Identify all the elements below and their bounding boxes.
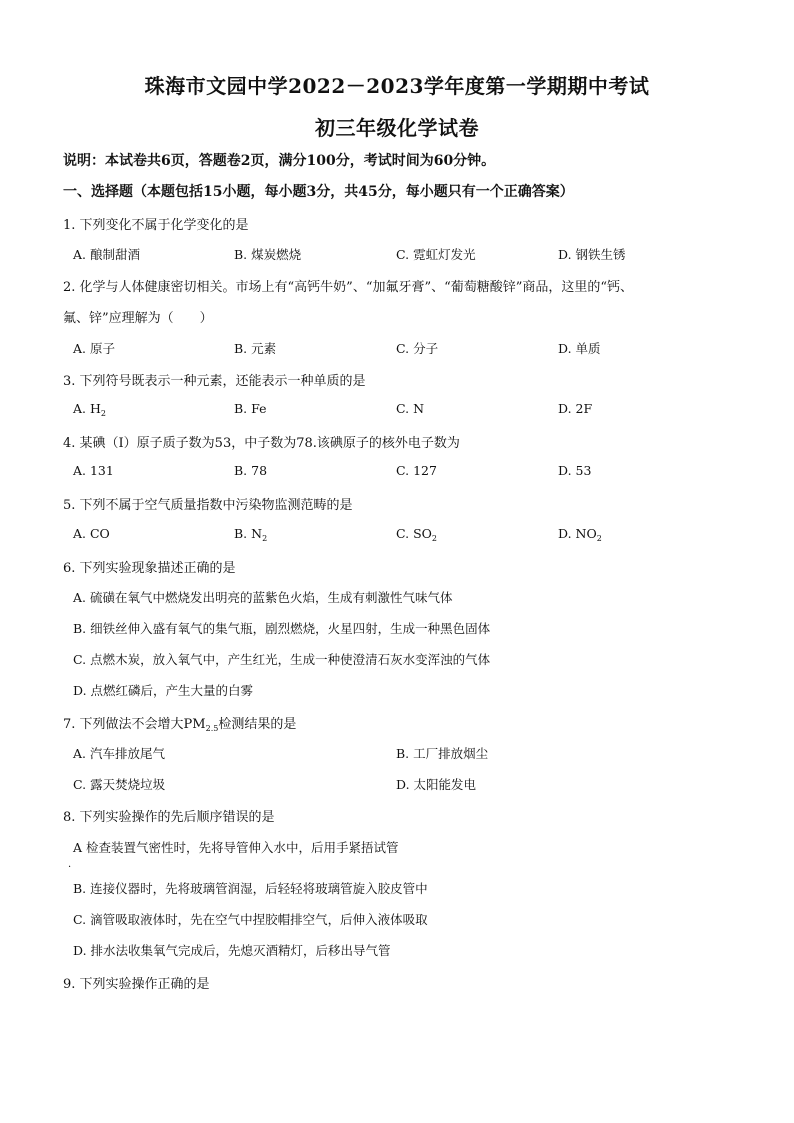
q7-option-b: B. 工厂排放烟尘 [396,746,489,761]
question-5-stem: 5. 下列不属于空气质量指数中污染物监测范畴的是 [63,498,353,513]
section-heading: 一、选择题（本题包括15小题，每小题3分，共45分，每小题只有一个正确答案） [63,184,574,200]
question-3-stem: 3. 下列符号既表示一种元素，还能表示一种单质的是 [63,374,366,389]
q5-option-a: A. CO [73,526,110,541]
instructions: 说明：本试卷共6页，答题卷2页，满分100分，考试时间为60分钟。 [63,153,496,169]
question-6-stem: 6. 下列实验现象描述正确的是 [63,561,236,576]
q3-option-a [73,401,106,418]
q5-option-b [234,526,267,543]
q2-option-d: D. 单质 [558,341,601,356]
stray-dot-mark: · [68,862,72,873]
question-9-stem: 9. 下列实验操作正确的是 [63,977,210,992]
question-7-stem [63,713,296,733]
q2-option-c: C. 分子 [396,341,439,356]
question-2-stem: 2. 化学与人体健康密切相关。市场上有“高钙牛奶”、“加氟牙膏”、“葡萄糖酸锌”商品，这里的“钙、 [63,280,634,295]
q3-option-a-subscript: 2 [100,409,106,418]
question-1-stem: 1. 下列变化不属于化学变化的是 [63,218,249,233]
q1-option-b: B. 煤炭燃烧 [234,247,302,262]
q3-option-d: D. 2F [558,401,593,416]
q8-option-d: D. 排水法收集氧气完成后，先熄灭酒精灯，后移出导气管 [73,943,391,958]
q5-option-b-subscript: 2 [262,534,268,543]
q4-option-a: A. 131 [73,463,114,478]
q7-option-c: C. 露天焚烧垃圾 [73,777,166,792]
q6-option-d: D. 点燃红磷后，产生大量的白雾 [73,683,254,698]
q6-option-c: C. 点燃木炭，放入氧气中，产生红光，生成一种使澄清石灰水变浑浊的气体 [73,652,491,667]
q8-option-a: A 检查装置气密性时，先将导管伸入水中，后用手紧捂试管 [73,840,399,855]
exam-title: 珠海市文园中学2022－2023学年度第一学期期中考试 [144,74,650,98]
exam-subtitle: 初三年级化学试卷 [315,116,479,140]
question-8-stem: 8. 下列实验操作的先后顺序错误的是 [63,810,275,825]
q5-option-d-text: D. NO [558,526,597,541]
q4-option-b: B. 78 [234,463,268,478]
q5-option-d [558,526,602,543]
q4-option-d: D. 53 [558,463,592,478]
q5-option-d-subscript: 2 [596,534,602,543]
q8-option-b: B. 连接仪器时，先将玻璃管润湿，后轻轻将玻璃管旋入胶皮管中 [73,881,428,896]
q5-option-c-subscript: 2 [431,534,437,543]
q1-option-c: C. 霓虹灯发光 [396,247,476,262]
q7-option-d: D. 太阳能发电 [396,777,477,792]
q7-stem-b: 检测结果的是 [218,717,297,732]
q4-option-c: C. 127 [396,463,437,478]
q7-stem-subscript: 2.5 [205,724,219,733]
q2-option-a: A. 原子 [73,341,115,356]
q3-option-a-text: A. H [73,401,101,416]
q5-option-b-text: B. N [234,526,263,541]
q5-option-c-text: C. SO [396,526,432,541]
q3-option-b: B. Fe [234,401,267,416]
q5-option-c [396,526,437,543]
q3-option-c: C. N [396,401,425,416]
q2-option-b: B. 元素 [234,341,277,356]
q7-stem-a: 7. 下列做法不会增大PM [63,717,206,732]
q6-option-b: B. 细铁丝伸入盛有氧气的集气瓶，剧烈燃烧，火星四射，生成一种黑色固体 [73,621,491,636]
q1-option-d: D. 钢铁生锈 [558,247,626,262]
question-2-stem-cont: 氟、锌”应理解为（ ） [63,311,213,326]
q6-option-a: A. 硫磺在氧气中燃烧发出明亮的蓝紫色火焰，生成有刺激性气味气体 [73,590,453,605]
q7-option-a: A. 汽车排放尾气 [73,746,165,761]
q8-option-c: C. 滴管吸取液体时，先在空气中捏胶帽排空气，后伸入液体吸取 [73,912,428,927]
q1-option-a: A. 酿制甜酒 [73,247,140,262]
question-4-stem: 4. 某碘（I）原子质子数为53，中子数为78.该碘原子的核外电子数为 [63,436,460,451]
